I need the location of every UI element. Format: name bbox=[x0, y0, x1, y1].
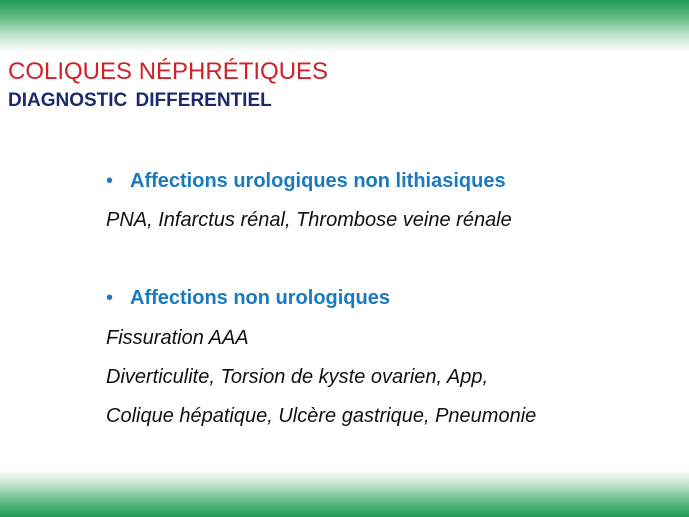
section-heading-urologic bbox=[106, 170, 506, 193]
slide-subtitle: DIAGNOSTIC DIFFERENTIEL bbox=[8, 90, 272, 111]
section-line: Diverticulite, Torsion de kyste ovarien, App, bbox=[106, 366, 489, 388]
section-heading-text: Affections non urologiques bbox=[130, 287, 390, 309]
bullet-icon: • bbox=[106, 170, 114, 192]
slide-title: COLIQUES NÉPHRÉTIQUES bbox=[8, 58, 329, 85]
bullet-icon: • bbox=[106, 287, 114, 309]
section-heading-non-urologic bbox=[106, 287, 390, 310]
section-line: PNA, Infarctus rénal, Thrombose veine rénale bbox=[106, 209, 512, 231]
section-line: Fissuration AAA bbox=[106, 327, 249, 349]
section-line: Colique hépatique, Ulcère gastrique, Pneumonie bbox=[106, 405, 537, 427]
section-heading-text: Affections urologiques non lithiasiques bbox=[130, 170, 506, 192]
top-decorative-band bbox=[0, 0, 689, 52]
bottom-decorative-band bbox=[0, 470, 689, 517]
